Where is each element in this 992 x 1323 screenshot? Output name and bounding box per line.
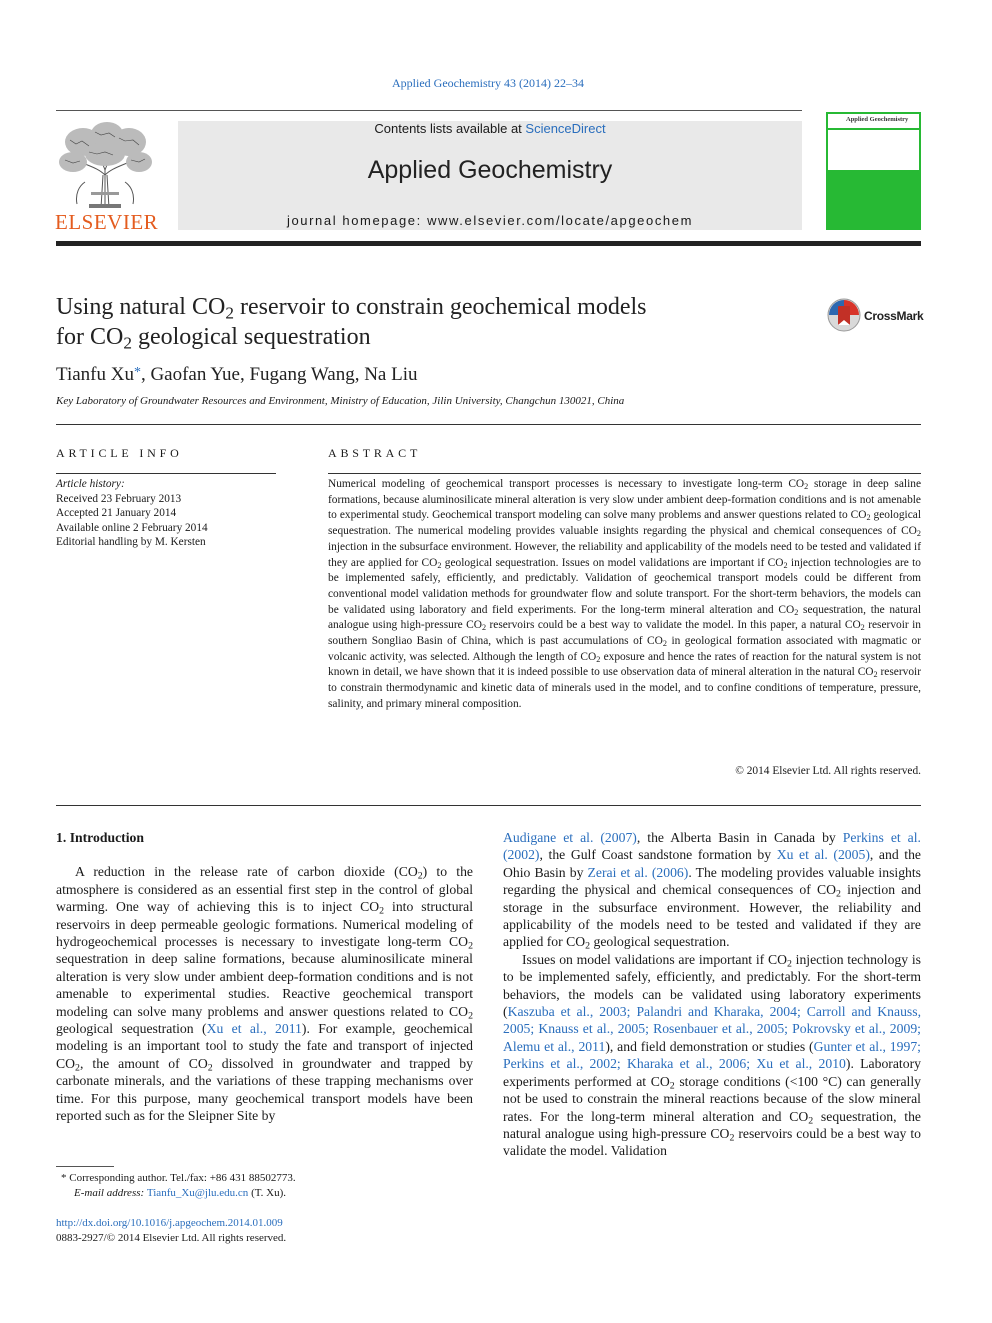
issn-copyright: 0883-2927/© 2014 Elsevier Ltd. All rights reserved. <box>56 1232 287 1244</box>
homepage-link[interactable]: www.elsevier.com/locate/apgeochem <box>427 213 694 228</box>
header-top-rule <box>56 110 802 111</box>
author-tianfu-xu[interactable]: Tianfu Xu <box>56 364 134 385</box>
elsevier-tree-logo <box>55 120 155 210</box>
journal-citation[interactable] <box>0 76 984 91</box>
history-label: Article history: <box>56 478 125 490</box>
email-line: E-mail address: Tianfu_Xu@jlu.edu.cn (T. Xu). <box>74 1187 286 1199</box>
abstract-copyright: © 2014 Elsevier Ltd. All rights reserved. <box>735 765 921 777</box>
article-title <box>56 292 756 352</box>
intro-paragraph-1: A reduction in the release rate of carbon dioxide $(CO_2)$ to the atmosphere is considered as an essential first step in the control of global warming. One way of achieving this is to inject $CO_2$ into structural reservoirs in deep permeable geologic formations. Numerical modeling of hydrogeochemical processes is necessary to investigate long-term $CO_2$ sequestration in deep saline formations, because aluminosilicate mineral alteration is very slow under ambient deep-formation conditions and is not amenable to experimental studies. Reactive geochemical transport modeling can solve many problems and answer questions related to $CO_2$ geological sequestration (Xu et al., 2011). For example, geochemical modeling is an important tool to study the fate and transport of injected $CO_2$, the amount of $CO_2$ dissolved in groundwater and trapped by carbonate minerals, and the variations of these trapping mechanisms over time. For this purpose, many geochemical transport models have been reported such as for the Sleipner Site by <box>56 864 473 1124</box>
publisher-name: ELSEVIER <box>55 210 159 234</box>
ref-zerai-2006[interactable]: Zerai et al. (2006) <box>587 864 689 880</box>
other-authors: , Gaofan Yue, Fugang Wang, Na Liu <box>140 364 418 385</box>
ref-laboratory-experiments[interactable]: Kaszuba et al., 2003; Palandri and Kharaka, 2004; Carroll and Knauss, 2005; Knauss et al., 2005; Rosenbauer et al., 2005; Pokrovsky et al., 2009; Alemu et al., 2011 <box>503 1004 921 1054</box>
editorial-handling: Editorial handling by M. Kersten <box>56 536 206 549</box>
abstract-text: Numerical modeling of geochemical transport processes is necessary to investigate long-term $CO_2$ storage in deep saline formations, because aluminosilicate mineral alteration is very slow under ambient deep-formation conditions and is not amenable to experimental study. Geochemical transport modeling can solve many problems and answer questions related to $CO_2$ geological sequestration. The numerical modeling provides valuable insights regarding the physical and chemical consequences of $CO_2$ injection in the subsurface environment. However, the reliability and applicability of the models need to be tested and validated if they are applied for $CO_2$ geological sequestration. Issues on model validations are important if $CO_2$ injection technologies are to be implemented safely, efficiently, and predictably. Validation of geochemical transport models could be different from conventional model validation methods for groundwater flow and solute transport. For the short-term behaviors, the models can be validated using laboratory and field experiments. For the long-term mineral alteration and $CO_2$ sequestration, the natural analogue using high-pressure $CO_2$ reservoirs could be a best way to validate the model. In this paper, a natural $CO_2$ reservoir in southern Songliao Basin of China, which is past accumulations of $CO_2$ in geological formation associated with magmatic or volcanic activity, was selected. Although the length of $CO_2$ exposure and hence the rates of reaction for the natural system is not known in detail, we have shown that it is indeed possible to use observation data of mineral alteration in the natural $CO_2$ reservoir to constrain thermodynamic and kinetic data of minerals used in the model, and to confine conditions of temperature, pressure, salinity, and primary mineral composition. <box>328 478 922 710</box>
journal-cover-thumbnail[interactable] <box>826 112 921 230</box>
ref-audigane-2007[interactable]: Audigane et al. (2007) <box>503 830 637 845</box>
contents-line <box>178 121 802 136</box>
body-left-column <box>56 829 473 1125</box>
ref-field-studies[interactable]: Gunter et al., 1997; Perkins et al., 2002; Kharaka et al., 2006; Xu et al., 2010 <box>503 1038 921 1072</box>
crossmark-label[interactable]: CrossMark <box>864 309 924 323</box>
affiliation: Key Laboratory of Groundwater Resources and Environment, Ministry of Education, Jilin University, Changchun 130021, China <box>56 395 625 407</box>
ref-perkins-2002[interactable]: Perkins et al. (2002) <box>503 830 921 863</box>
ref-xu-2005[interactable]: Xu et al. (2005) <box>776 847 870 863</box>
title-line-1: Using natural $CO_2$ reservoir to constrain geochemical models <box>56 294 647 323</box>
abstract-bottom-rule <box>56 805 921 806</box>
section-heading-introduction: 1. Introduction <box>56 830 144 845</box>
corresponding-author-mark[interactable]: * <box>133 365 141 380</box>
article-info-rule <box>56 473 276 474</box>
received-date: Received 23 February 2013 <box>56 492 182 505</box>
abstract-heading: ABSTRACT <box>328 446 422 460</box>
doi-link[interactable]: http://dx.doi.org/10.1016/j.apgeochem.2014.01.009 <box>56 1217 283 1229</box>
abstract-rule <box>328 473 921 474</box>
crossmark-icon[interactable] <box>826 297 862 333</box>
article-info-heading: ARTICLE INFO <box>56 446 183 460</box>
journal-title: Applied Geochemistry <box>367 156 613 184</box>
corresponding-author-note: * Corresponding author. Tel./fax: +86 431 88502773. <box>61 1172 296 1184</box>
body-right-column <box>503 829 921 1160</box>
homepage-prefix: journal homepage: <box>286 213 428 228</box>
cover-header-strip <box>828 114 919 128</box>
ref-xu-2011[interactable]: Xu et al., 2011 <box>206 1021 302 1037</box>
intro-paragraph-2: Issues on model validations are important if $CO_2$ injection technology is to be implemented safely, efficiently, and predictably. For the short-term behaviors, the models can be validated using laboratory experiments (Kaszuba et al., 2003; Palandri and Kharaka, 2004; Carroll and Knauss, 2005; Knauss et al., 2005; Rosenbauer et al., 2005; Pokrovsky et al., 2009; Alemu et al., 2011), and field demonstration or studies (Gunter et al., 1997; Perkins et al., 2002; Kharaka et al., 2006; Xu et al., 2010). Laboratory experiments performed at $CO_2$ storage conditions (<100 °C) can generally not be used to constrain the mineral reactions because of the slow mineral rates. For the long-term mineral alteration and $CO_2$ sequestration, the natural analogue using high-pressure $CO_2$ reservoirs could be a best way to validate the model. Validation <box>503 951 922 1159</box>
cover-white-panel <box>828 130 919 170</box>
cover-title: Applied Geochemistry <box>846 116 909 123</box>
contents-prefix: Contents lists available at <box>374 121 526 136</box>
online-date: Available online 2 February 2014 <box>56 521 208 534</box>
footnote-rule <box>56 1166 114 1167</box>
sciencedirect-link[interactable]: ScienceDirect <box>525 121 606 136</box>
citation-link[interactable]: Applied Geochemistry 43 (2014) 22–34 <box>392 76 584 90</box>
email-link[interactable]: Tianfu_Xu@jlu.edu.cn <box>146 1187 249 1199</box>
title-line-2: for $CO_2$ geological sequestration <box>56 324 371 353</box>
article-history <box>56 477 276 550</box>
header-bottom-rule <box>56 241 921 246</box>
intro-paragraph-1-continued: Audigane et al. (2007), the Alberta Basin in Canada by Perkins et al. (2002), the Gulf Coast sandstone formation by Xu et al. (2005), and the Ohio Basin by Zerai et al. (2006). The modeling provides valuable insights regarding the physical and chemical consequences of $CO_2$ injection and storage in the subsurface environment. However, the reliability and applicability of the models need to be tested and validated if they are applied for $CO_2$ geological sequestration. <box>503 830 922 952</box>
author-list <box>56 364 418 386</box>
accepted-date: Accepted 21 January 2014 <box>56 507 177 520</box>
journal-homepage <box>178 213 802 228</box>
footnote <box>61 1171 481 1201</box>
affiliation-rule <box>56 424 921 425</box>
